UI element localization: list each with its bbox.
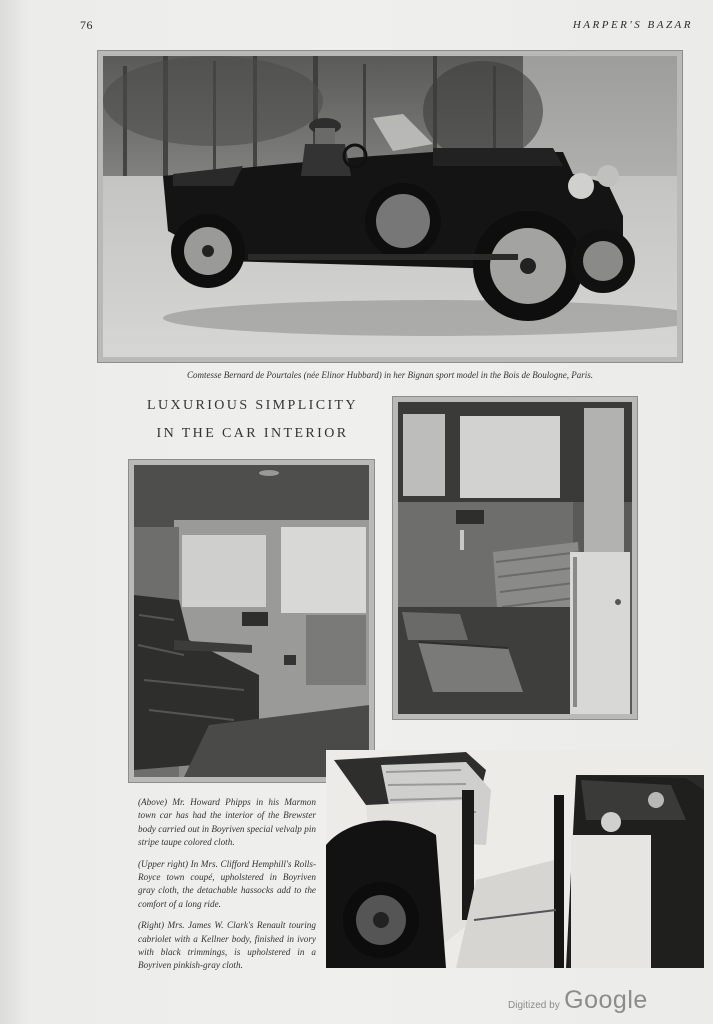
magazine-masthead: HARPER'S BAZAR <box>572 19 693 31</box>
touring-cabriolet-photo <box>326 750 704 968</box>
photo-captions-column <box>138 796 316 981</box>
digitized-by-label: Digitized by <box>508 1000 560 1011</box>
article-headline-line-1: LUXURIOUS SIMPLICITY <box>147 398 358 413</box>
page-number: 76 <box>80 18 93 32</box>
caption-right: (Right) Mrs. James W. Clark's Renault touring cabriolet with a Kellner body, finished in ivory with black trimmings, is upholstered in a Boyriven pinkish-gray cloth. <box>138 920 316 971</box>
article-headline-line-2: IN THE CAR INTERIOR <box>156 426 349 441</box>
left-photo-frame <box>128 459 375 783</box>
upper-right-photo-frame <box>392 396 638 720</box>
rolls-royce-coupe-interior-photo <box>398 402 632 714</box>
vintage-open-touring-car-photo <box>103 56 677 357</box>
caption-above: (Above) Mr. Howard Phipps in his Marmon town car has had the interior of the Brewster body carried out in Boyriven special velvalp pin stripe taupe colored cloth. <box>138 797 316 848</box>
town-car-interior-photo <box>134 465 369 777</box>
google-logo: Google <box>564 986 648 1014</box>
caption-upper-right: (Upper right) In Mrs. Clifford Hemphill's Rolls-Royce town coupé, upholstered in Boyriven gray cloth, the detachable hassocks add to the comfort of a long ride. <box>138 858 316 909</box>
top-photo-caption: Comtesse Bernard de Pourtales (née Elinor Hubbard) in her Bignan sport model in the Bois de Boulogne, Paris. <box>186 370 594 380</box>
bottom-right-photo <box>326 750 704 968</box>
top-photo-frame <box>97 50 683 363</box>
digitized-by-watermark <box>508 986 648 1015</box>
